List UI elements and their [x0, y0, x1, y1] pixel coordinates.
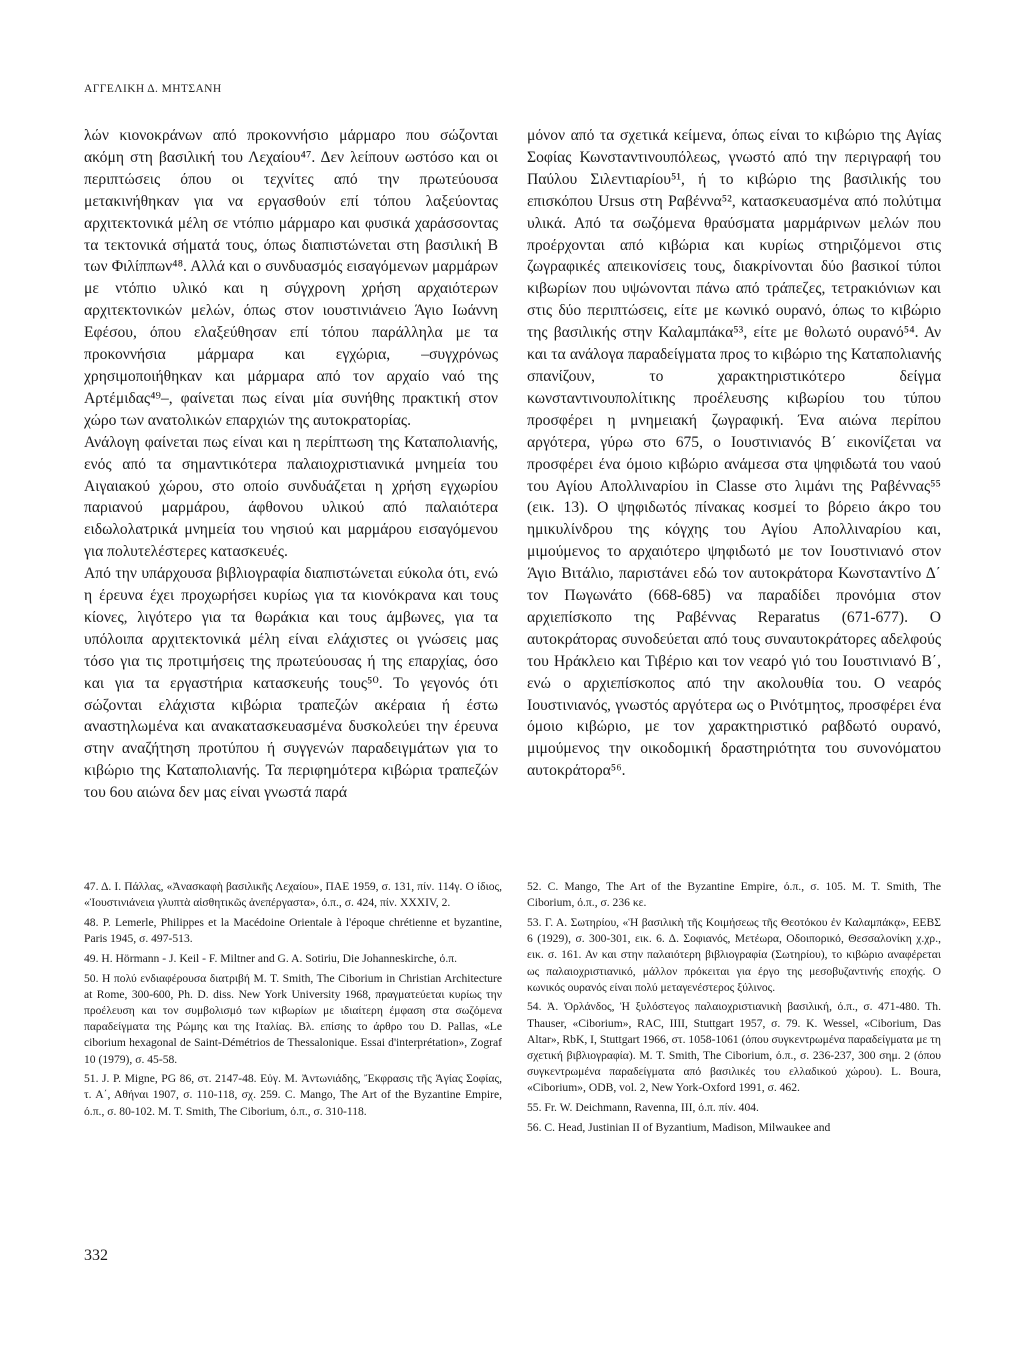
body-paragraph: Ανάλογη φαίνεται πως είναι και η περίπτωση της Καταπολιανής, ενός από τα σημαντικότερα παλαιοχριστιανικά μνημεία του Αιγαιακού χώρου, στο οποίο συνδυάζεται η χρήση εγχωρίου παριανού μαρμάρου, άφθονου υλικού από παλαιότερα ειδωλολατρικά μνημεία του νησιού και μαρμάρου εισαγόμενου για πολυτελέστερες κατασκευές. [84, 433, 498, 561]
footnote-49: 49. H. Hörmann - J. Keil - F. Miltner and G. A. Sotiriu, Die Johanneskirche, ό.π. [84, 951, 457, 965]
footnote-56: 56. C. Head, Justinian II of Byzantium, Madison, Milwaukee and [527, 1120, 831, 1134]
body-column-right [527, 125, 941, 782]
page-number: 332 [84, 1247, 108, 1264]
body-paragraph: μόνον από τα σχετικά κείμενα, όπως είναι το κιβώριο της Αγίας Σοφίας Κωνσταντινουπόλεως, γνωστό από την περιγραφή του Παύλου Σιλεντιαρίου⁵¹, ή το κιβώριο της βασιλικής του επισκόπου Ursus στη Ραβέννα⁵², κατασκευασμένα από πολύτιμα υλικά. Από τα σωζόμενα θραύσματα μαρμάρινων μελών που προέρχονται από κιβώρια και κυρίως στηριζόμενοι στις ζωγραφικές απεικονίσεις τους, διακρίνονται δύο βασικοί τύποι κιβωρίων που υψώνονται πάνω από τράπεζες, τετρακιόνιων και στις δύο περιπτώσεις, είτε με κωνικό ουρανό, όπως το κιβώριο της βασιλικής στην Καλαμπάκα⁵³, είτε με θολωτό ουρανό⁵⁴. Αν και τα ανάλογα παραδείγματα προς το κιβώριο της Καταπολιανής σπανίζουν, το χαρακτηριστικότερο δείγμα κωνσταντινουπολίτικης προέλευσης κιβωρίου του τύπου προσφέρει η μνημειακή ζωγραφική. Ένα αιώνα περίπου αργότερα, γύρω στο 675, ο Ιουστινιανός Β΄ εικονίζεται να προσφέρει ένα όμοιο κιβώριο ανάμεσα στα ψηφιδωτά του ναού του Αγίου Απολλιναρίου in Classe στο λιμάνι της Ραβέννας⁵⁵ (εικ. 13). Ο ψηφιδωτός πίνακας κοσμεί το βόρειο άκρο του ημικυλίνδρου της κόγχης του Αγίου Απολλιναρίου και, μιμούμενος το αρχαιότερο ψηφιδωτό με τον Ιουστινιανό στον Άγιο Βιτάλιο, παριστάνει εδώ τον αυτοκράτορα Κωνσταντίνο Δ΄ τον Πωγωνάτο (668-685) να παραδίδει προνόμια στον αρχιεπίσκοπο της Ραβέννας Reparatus (671-677). Ο αυτοκράτορας συνοδεύεται από τους συναυτοκράτορες αδελφούς του Ηράκλειο και Τιβέριο και τον νεαρό γιό του Ιουστινιανό Β΄, ενώ ο αρχιεπίσκοπος από την ακολουθία του. Ο νεαρός Ιουστινιανός, γνωστός αργότερα ως ο Ρινότμητος, προσφέρει ένα όμοιο κιβώριο, με τον χαρακτηριστικό ραβδωτό ουρανό, μιμούμενος την οικοδομική δραστηριότητα του συνονόματου αυτοκράτορα⁵⁶. [527, 127, 941, 780]
footnote-51: 51. J. P. Migne, PG 86, στ. 2147-48. Εὐγ. Μ. Ἀντωνιάδης, Ἔκφρασις τῆς Ἁγίας Σοφίας, τ. Α΄, Αθήναι 1907, σ. 110-118, σχ. 259. C. Mango, The Art of the Byzantine Empire, ό.π., σ. 80-102. M. T. Smith, The Ciborium, ό.π., σ. 310-118. [84, 1072, 502, 1118]
body-column-left [84, 125, 498, 804]
footnote-48: 48. P. Lemerle, Philippes et la Macédoine Orientale à l'époque chrétienne et byzantine, Paris 1945, σ. 497-513. [84, 915, 502, 946]
footnote-47: 47. Δ. Ι. Πάλλας, «Ἀνασκαφὴ βασιλικῆς Λεχαίου», ΠΑΕ 1959, σ. 131, πίν. 114γ. Ο ίδιος, «Ἰουστινιάνεια γλυπτὰ αἰσθητικῶς ἀνεπέργαστα», ό.π., σ. 424, πίν. XXXIV, 2. [84, 880, 502, 910]
footnote-54: 54. Ἀ. Ὀρλάνδος, Ἡ ξυλόστεγος παλαιοχριστιανικὴ βασιλική, ό.π., σ. 471-480. Th. Thauser, «Ciborium», RAC, IIII, Stuttgart 1957, σ. 79. K. Wessel, «Ciborium, Das Altar», RbK, I, Stuttgart 1966, στ. 1058-1061 (όπου συγκεντρωμένα παραδείγματα με τη σχετική βιβλιογραφία). M. T. Smith, The Ciborium, ό.π., σ. 236-237, 300 σημ. 2 (όπου συγκεντρωμένα παραδείγματα από βασιλικές του ελλαδικού χώρου). L. Boura, «Ciborium», ODB, vol. 2, New York-Oxford 1991, σ. 462. [527, 1000, 941, 1095]
running-head: ΑΓΓΕΛΙΚΗ Δ. ΜΗΤΣΑΝΗ [84, 83, 222, 95]
body-paragraph: λών κιονοκράνων από προκοννήσιο μάρμαρο που σώζονται ακόμη στη βασιλική του Λεχαίου⁴⁷. Δεν λείπουν ωστόσο και οι περιπτώσεις όπου οι τεχνίτες από την πρωτεύουσα μετακινήθηκαν για να εργασθούν επί τόπου λαξεύοντας αρχιτεκτονικά μέλη σε ντόπιο μάρμαρο και φυσικά χαράσσοντας τα τεκτονικά σήματά τους, όπως διαπιστώνεται στη βασιλική Β των Φιλίππων⁴⁸. Αλλά και ο συνδυασμός εισαγόμενων μαρμάρων με ντόπιο υλικό και η σύγχρονη χρήση αρχαιότερων αρχιτεκτονικών μελών, όπως στον ιουστινιάνειο Άγιο Ιωάννη Εφέσου, όπου ελαξεύθησαν επί τόπου παράλληλα με τα προκοννήσια μάρμαρα και εγχώρια, –συγχρόνως χρησιμοποιήθηκαν και μάρμαρα από τον αρχαίο ναό της Αρτέμιδας⁴⁹–, φαίνεται πως είναι μία συνήθης πρακτική στον χώρο των ανατολικών επαρχιών της αυτοκρατορίας. [84, 127, 498, 429]
footnote-50: 50. Η πολύ ενδιαφέρουσα διατριβή M. T. Smith, The Ciborium in Christian Architecture at Rome, 300-600, Ph. D. diss. New York University 1968, πραγματεύεται κυρίως την προέλευση και τον συμβολισμό των κιβωρίων με ιδιαίτερη έμφαση στα σωζόμενα παραδείγματα της Ρώμης και της Ιταλίας. Βλ. επίσης το άρθρο του D. Pallas, «Le ciborium hexagonal de Saint-Démétrios de Thessalonique. Essai d'interprétation», Zograf 10 (1979), σ. 45-58. [84, 971, 502, 1066]
footnote-55: 55. Fr. W. Deichmann, Ravenna, III, ό.π. πίν. 404. [527, 1101, 759, 1115]
footnotes-left [84, 879, 502, 1123]
footnotes-right [527, 879, 941, 1140]
footnote-53: 53. Γ. Α. Σωτηρίου, «Ἡ βασιλικὴ τῆς Κοιμήσεως τῆς Θεοτόκου ἐν Καλαμπάκᾳ», ΕΕΒΣ 6 (1929), σ. 300-301, εικ. 6. Δ. Σοφιανός, Μετέωρα, Οδοιπορικό, Θεσσαλονίκη χ.χρ., εικ. σ. 161. Αν και στην παλαιότερη βιβλιογραφία (Σωτηρίου), το κιβώριο αναφέρεται ως παλαιοχριστιανικό, μάλλον πρόκειται για έργο της μεσοβυζαντινής εποχής. Ο κωνικός ουρανός είναι πολύ μεταγενέστερος ξύλινος. [527, 915, 941, 994]
body-paragraph: Από την υπάρχουσα βιβλιογραφία διαπιστώνεται εύκολα ότι, ενώ η έρευνα έχει προχωρήσει κυρίως για τα κιονόκρανα και τους κίονες, λιγότερο για τα θωράκια και τους άμβωνες, για τα υπόλοιπα αρχιτεκτονικά μέλη είναι ελάχιστες οι γνώσεις μας τόσο για τις προτιμήσεις της πρωτεύουσας ή της επαρχίας, όσο και για τα εργαστήρια κατασκευής τους⁵⁰. Το γεγονός ότι σώζονται ελάχιστα κιβώρια τραπεζών ακέραια ή έστω αναστηλωμένα και ανακατασκευασμένα δυσκολεύει την έρευνα στην αναζήτηση προτύπου ή συγγενών παραδειγμάτων για το κιβώριο της Καταπολιανής. Τα περιφημότερα κιβώρια τραπεζών του 6ου αιώνα δεν μας είναι γνωστά παρά [84, 565, 498, 802]
footnote-52: 52. C. Mango, The Art of the Byzantine Empire, ό.π., σ. 105. M. T. Smith, The Ciborium, ό.π., σ. 236 κε. [527, 880, 941, 910]
